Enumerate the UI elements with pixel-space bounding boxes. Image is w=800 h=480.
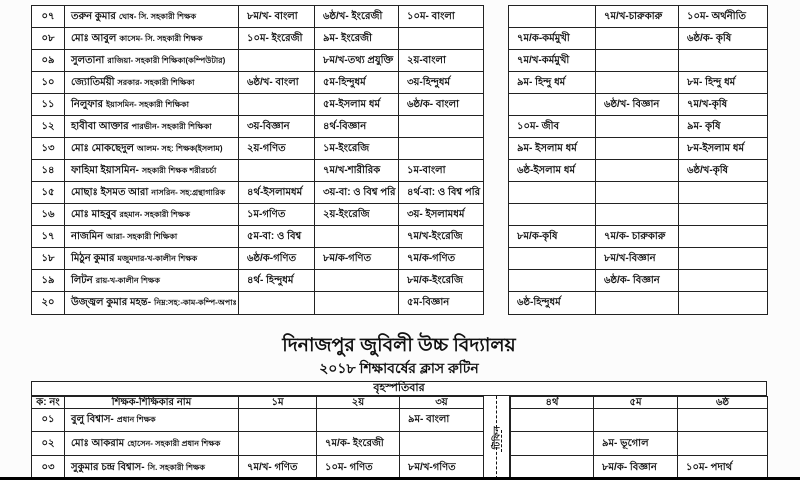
serial-cell: ০২: [32, 432, 65, 456]
period-cell: ৭ম/ক-গণিত: [399, 248, 483, 270]
period-cell: [679, 204, 767, 226]
period-cell: [239, 432, 317, 456]
period-cell: [679, 226, 767, 248]
bottom-table-left-block: [31, 396, 484, 480]
teacher-name: মোঃ মোকছেদুল: [71, 142, 134, 154]
top-table-left-block: [31, 5, 484, 315]
period-cell: ১ম-ইংরেজি: [315, 138, 399, 160]
period-cell: ৭ম/খ-শারীরিক: [315, 160, 399, 182]
teacher-name: মোঃ আবুল: [71, 32, 117, 44]
period-cell: ৮ম/খ-তথ্য প্রযুক্তি: [315, 50, 399, 72]
teacher-name-cell: [65, 182, 239, 204]
period-cell: [239, 94, 315, 116]
teacher-designation: হোসেন- সহকারী প্রধান শিক্ষক: [127, 438, 221, 448]
teacher-designation: আরা- সহকারী শিক্ষিকা: [106, 231, 178, 241]
teacher-name: সুকুমার চন্দ্র বিশ্বাস-: [71, 461, 145, 473]
teacher-name: নাজমিন: [71, 230, 104, 242]
teacher-name: মোঃ আকরাম: [71, 437, 125, 449]
period-cell: ৬ষ্ঠ-ইসলাম ধর্ম: [509, 160, 596, 182]
teacher-designation: সি. সহকারী শিক্ষক: [147, 462, 206, 472]
period-cell: ৯ম- বাংলা: [400, 409, 483, 432]
teacher-name: মোছাঃ ইসমত আরা: [71, 186, 149, 198]
period-cell: ১০ম- ইংরেজী: [239, 28, 315, 50]
period-cell: ৬ষ্ঠ/ক-গণিত: [239, 248, 315, 270]
header-serial: ক: নং: [32, 397, 65, 409]
period-cell: [509, 270, 596, 292]
period-cell: ৬ষ্ঠ/খ-কৃষি: [679, 160, 767, 182]
teacher-name-cell: [65, 6, 239, 28]
period-cell: ৮ম/খ- বাংলা: [239, 6, 315, 28]
teacher-name: বুলু বিশ্বাস-: [71, 414, 114, 425]
serial-cell: ১১: [32, 94, 65, 116]
period-cell: [679, 248, 767, 270]
serial-cell: ১০: [32, 72, 65, 94]
period-cell: ৬ষ্ঠ/খ- ইংরেজী: [315, 6, 399, 28]
teacher-name: ফাহিমা ইয়াসমিন-: [71, 164, 139, 176]
period-cell: [511, 432, 594, 456]
period-cell: ৩য়-বা: ও বিশ্ব পরি: [315, 182, 399, 204]
period-cell: [315, 226, 399, 248]
teacher-name: হাবীবা আক্তার: [71, 120, 129, 132]
day-header: বৃহস্পতিবার: [31, 381, 767, 396]
teacher-designation: রহমান- সহকারী শিক্ষক: [119, 209, 190, 219]
teacher-name-cell: [65, 456, 239, 479]
teacher-name: জ্যোতির্ময়ী: [71, 76, 115, 88]
period-cell: ৬ষ্ঠ-হিন্দুধর্ম: [509, 292, 596, 314]
teacher-name: লিটন: [71, 274, 93, 286]
period-cell: ৯ম- ভূগোল: [594, 432, 678, 456]
teacher-designation: মজুমদার-খ-কালীন শিক্ষক: [117, 253, 198, 263]
period-cell: [239, 409, 317, 432]
period-cell: ১ম-বাংলা: [399, 160, 483, 182]
teacher-name-cell: [65, 116, 239, 138]
teacher-designation: আলম- সহ: শিক্ষক(ইসলাম): [136, 143, 223, 153]
period-cell: [509, 94, 596, 116]
school-title: দিনাজপুর জুবিলী উচ্চ বিদ্যালয়: [282, 335, 516, 356]
period-cell: [679, 50, 767, 72]
period-cell: [509, 204, 596, 226]
period-cell: ৫ম-হিন্দুধর্ম: [315, 72, 399, 94]
serial-cell: ১৩: [32, 138, 65, 160]
period-cell: ১০ম- পদার্থ: [686, 461, 733, 473]
teacher-name: মিঠুন কুমার: [71, 252, 115, 264]
serial-cell: ১৫: [32, 182, 65, 204]
period-cell: ৫ম-ইসলাম ধর্ম: [315, 94, 399, 116]
period-cell: [678, 409, 767, 432]
period-cell: ৯ম- ইংরেজী: [315, 28, 399, 50]
teacher-name: নিলুফার: [71, 98, 103, 110]
teacher-name-cell: [65, 138, 239, 160]
serial-cell: ১৮: [32, 248, 65, 270]
period-cell: [679, 292, 767, 314]
period-cell: [596, 182, 679, 204]
serial-cell: ১২: [32, 116, 65, 138]
period-cell: ২য়-বাংলা: [399, 50, 483, 72]
period-cell: ২য়-ইংরেজি: [315, 204, 399, 226]
period-cell: [317, 409, 400, 432]
period-cell: ৭ম/খ-ইংরেজি: [399, 226, 483, 248]
teacher-name: তরুন কুমার: [71, 10, 116, 22]
period-cell: ৯ম- কৃষি: [679, 116, 767, 138]
teacher-name-cell: [65, 292, 239, 314]
period-cell: ৬ষ্ঠ/খ- বাংলা: [239, 72, 315, 94]
period-cell: ৮ম/ক-গণিত: [315, 248, 399, 270]
tiffin-dash-top: [496, 396, 497, 428]
period-cell: [315, 270, 399, 292]
tiffin-label: টিফিন: [490, 425, 501, 450]
period-cell: ৪র্থ-বা: ও বিশ্ব পরি: [399, 182, 483, 204]
teacher-name-cell: [65, 50, 239, 72]
header-period-5: ৫ম: [594, 397, 678, 409]
teacher-name-cell: [65, 409, 239, 432]
period-cell: ৮ম/খ-গণিত: [408, 461, 456, 473]
period-cell: [594, 409, 678, 432]
period-cell: [679, 182, 767, 204]
period-cell: [596, 50, 679, 72]
period-cell: ৮ম/ক- বিজ্ঞান: [594, 456, 678, 479]
teacher-name-cell: [65, 28, 239, 50]
period-cell: [679, 270, 767, 292]
teacher-designation: সরকার- সহকারী শিক্ষিকা: [117, 77, 195, 87]
period-cell: ৬ষ্ঠ/খ- বিজ্ঞান: [596, 94, 679, 116]
serial-cell: ১৪: [32, 160, 65, 182]
header-period-4: ৪র্থ: [511, 397, 594, 409]
period-cell: ৮ম-ইসলাম ধর্ম: [679, 138, 767, 160]
period-cell: ৩য়-বিজ্ঞান: [239, 116, 315, 138]
period-cell: ৮ম- হিন্দু ধর্ম: [679, 72, 767, 94]
period-cell: ৬ষ্ঠ/ক- বাংলা: [399, 94, 483, 116]
period-cell: ১ম-গণিত: [239, 204, 315, 226]
period-cell: ৮ম/ক-কৃষি: [509, 226, 596, 248]
period-cell: ৭ম/ক-কর্মমুখী: [509, 28, 596, 50]
header-teacher-name: শিক্ষক-শিক্ষিকার নাম: [65, 397, 239, 409]
period-cell: [596, 160, 679, 182]
period-cell: ৫ম-বা: ও বিশ্ব: [239, 226, 315, 248]
period-cell: ৬ষ্ঠ/ক- কৃষি: [679, 28, 767, 50]
period-cell: ৮ম/খ-বিজ্ঞান: [596, 248, 679, 270]
teacher-name-cell: [65, 72, 239, 94]
serial-cell: ০৮: [32, 28, 65, 50]
header-period-6: ৬ষ্ঠ: [678, 397, 767, 409]
period-cell: ২য়-গণিত: [239, 138, 315, 160]
teacher-name-cell: [65, 94, 239, 116]
teacher-name-cell: [65, 226, 239, 248]
period-cell: [399, 28, 483, 50]
teacher-designation: ঘোষ- সি. সহকারী শিক্ষক: [118, 11, 197, 21]
teacher-designation: পারভীন- সহকারী শিক্ষিকা: [131, 121, 212, 131]
teacher-designation: রাজিয়া- সহকারী শিক্ষিকা(কম্পিউটার): [107, 55, 226, 65]
teacher-name-cell: [65, 270, 239, 292]
period-cell: [596, 72, 679, 94]
period-cell: [509, 182, 596, 204]
serial-cell: ১৬: [32, 204, 65, 226]
teacher-designation: রায়-খ-কালীন শিক্ষক: [95, 275, 161, 285]
period-cell: [511, 409, 594, 432]
teacher-name: মোঃ মাহবুব: [71, 208, 117, 220]
teacher-designation: নিম্ন:সহ:-কাম-কম্পি-অপাঃ: [154, 298, 237, 307]
serial-cell: ০৩: [32, 456, 65, 479]
period-cell: [596, 138, 679, 160]
period-cell: ১০ম- জীব: [509, 116, 596, 138]
period-cell: ৩য়- ইসলামধর্ম: [399, 204, 483, 226]
teacher-name-cell: [65, 248, 239, 270]
period-cell: ৭ম/খ-চারুকারু: [596, 6, 679, 28]
period-cell: [239, 292, 315, 314]
period-cell: [239, 160, 315, 182]
period-cell: [399, 138, 483, 160]
serial-cell: ০৯: [32, 50, 65, 72]
period-cell: ৭ম/খ-কৃষি: [679, 94, 767, 116]
serial-cell: ২০: [32, 292, 65, 314]
period-cell: ৪র্থ-ইসলামধর্ম: [239, 182, 315, 204]
teacher-name-cell: [65, 204, 239, 226]
serial-cell: ১৭: [32, 226, 65, 248]
teacher-name: উজ্জ্বল কুমার মহন্ত-: [71, 297, 152, 308]
period-cell: ৮ম/ক-ইংরেজি: [399, 270, 483, 292]
period-cell: [239, 50, 315, 72]
period-cell: [596, 28, 679, 50]
bottom-table-right-block: [510, 396, 768, 480]
period-cell: [596, 204, 679, 226]
header-period-2: ২য়: [317, 397, 400, 409]
period-cell: ৯ম- ইসলাম ধর্ম: [509, 138, 596, 160]
teacher-designation: ইয়াসমিন- সহকারী শিক্ষিকা: [106, 99, 189, 109]
period-cell: ৭ম/খ- গণিত: [239, 456, 317, 479]
serial-cell: ১৯: [32, 270, 65, 292]
period-cell: ৬ষ্ঠ/ক- বিজ্ঞান: [596, 270, 679, 292]
period-cell: [399, 116, 483, 138]
routine-subtitle: ২০১৮ শিক্ষাবর্ষের ক্লাস রুটিন: [319, 360, 479, 376]
teacher-name: সুলতানা: [71, 54, 105, 66]
tiffin-break-column: [483, 396, 510, 479]
period-cell: ৯ম- হিন্দু ধর্ম: [509, 72, 596, 94]
period-cell: [596, 292, 679, 314]
period-cell: ৪র্থ- হিন্দুধর্ম: [239, 270, 315, 292]
header-period-1: ১ম: [239, 397, 317, 409]
teacher-designation: নাসরিন- সহ:গ্রন্থাগারিক: [151, 187, 226, 197]
period-cell: [678, 432, 767, 456]
tiffin-dash-side: [501, 430, 502, 452]
period-cell: [509, 6, 596, 28]
header-period-3: ৩য়: [400, 397, 483, 409]
period-cell: [400, 432, 483, 456]
tiffin-dash-bottom: [496, 447, 497, 479]
teacher-designation: সহকারী শিক্ষক শরীরচর্চা: [141, 165, 217, 175]
period-cell: ৫ম-বিজ্ঞান: [407, 297, 450, 308]
serial-cell: ০৭: [32, 6, 65, 28]
period-cell: [596, 116, 679, 138]
period-cell: ৪র্থ-বিজ্ঞান: [315, 116, 399, 138]
teacher-designation: প্রধান শিক্ষক: [116, 415, 156, 424]
period-cell: [511, 456, 594, 479]
period-cell: ৭ম/ক- ইংরেজী: [317, 432, 400, 456]
period-cell: ৩য়-হিন্দুধর্ম: [399, 72, 483, 94]
period-cell: ১০ম- অর্থনীতি: [679, 6, 767, 28]
period-cell: [509, 248, 596, 270]
period-cell: ১০ম- বাংলা: [399, 6, 483, 28]
period-cell: [315, 292, 399, 314]
period-cell: ৭ম/খ-কর্মমুখী: [509, 50, 596, 72]
serial-cell: ০১: [32, 409, 65, 432]
teacher-designation: কাসেম- সি. সহকারী শিক্ষক: [119, 33, 203, 43]
period-cell: ১০ম- গণিত: [317, 456, 400, 479]
teacher-name-cell: [65, 432, 239, 456]
period-cell: ৭ম/ক- চারুকারু: [596, 226, 679, 248]
teacher-name-cell: [65, 160, 239, 182]
top-table-right-block: [508, 5, 768, 315]
